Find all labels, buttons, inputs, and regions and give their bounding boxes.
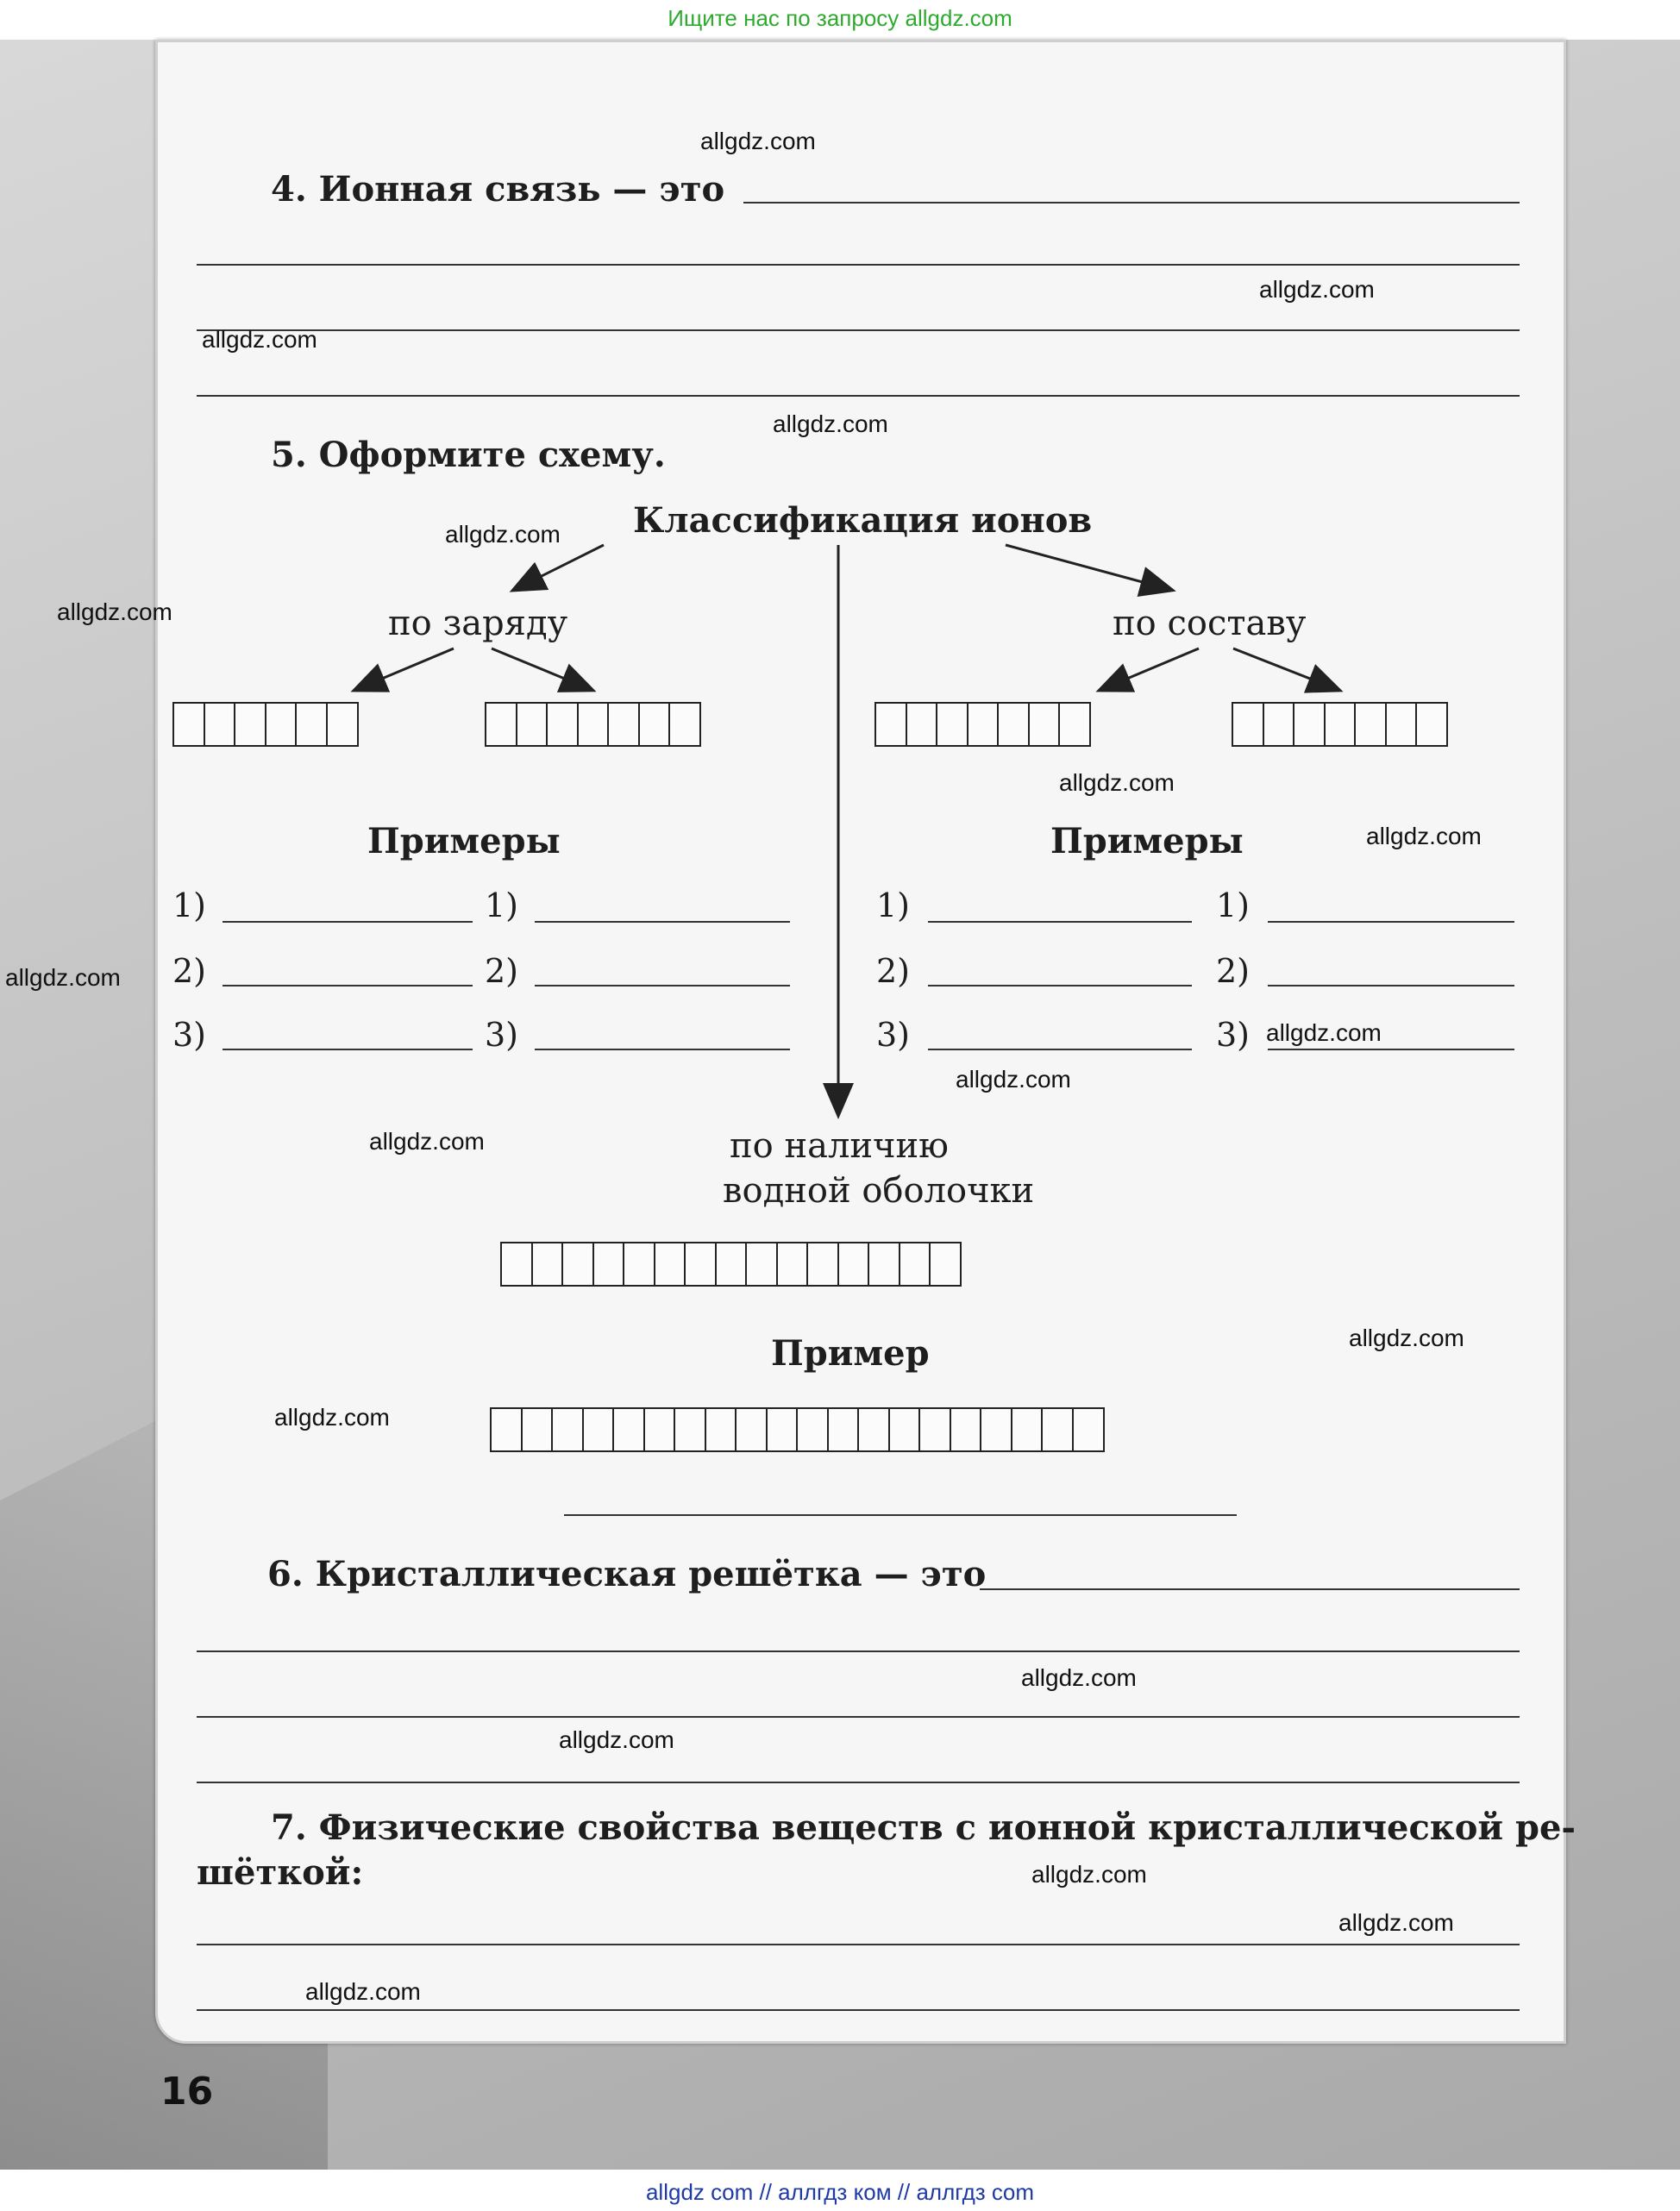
watermark: allgdz.com [1021, 1664, 1137, 1691]
answer-line [535, 921, 790, 923]
answer-line [535, 1049, 790, 1050]
answer-line [980, 1588, 1520, 1590]
item-number: 3) [485, 1016, 519, 1054]
item-number: 3) [876, 1016, 911, 1054]
answer-line [197, 1650, 1520, 1652]
answer-boxes[interactable] [172, 702, 356, 747]
watermark: allgdz.com [274, 1404, 390, 1431]
answer-line [197, 2009, 1520, 2011]
answer-line [928, 1049, 1192, 1050]
question-7-text: 7. Физические свойства веществ с ионной кристаллической ре- [271, 1807, 1576, 1848]
watermark: allgdz.com [305, 1978, 421, 2005]
answer-boxes[interactable] [500, 1242, 960, 1287]
question-7-text-cont: шёткой: [197, 1852, 364, 1893]
by-charge-label: по заряду [388, 604, 568, 643]
by-shell-label: по наличию [730, 1126, 949, 1166]
item-number: 3) [172, 1016, 207, 1054]
answer-line [223, 1049, 473, 1050]
answer-line [1268, 1049, 1514, 1050]
item-number: 1) [172, 886, 207, 924]
answer-boxes[interactable] [490, 1407, 1102, 1452]
answer-line [535, 985, 790, 986]
answer-line [197, 1782, 1520, 1783]
item-number: 2) [485, 952, 519, 990]
watermark: allgdz.com [445, 521, 561, 548]
watermark: allgdz.com [369, 1128, 485, 1155]
watermark: allgdz.com [202, 326, 317, 353]
item-number: 1) [1216, 886, 1251, 924]
watermark: allgdz.com [1259, 276, 1375, 303]
watermark: allgdz.com [1338, 1909, 1454, 1936]
watermark: allgdz.com [559, 1726, 674, 1753]
watermark: allgdz.com [956, 1066, 1071, 1093]
watermark: allgdz.com [1266, 1019, 1382, 1046]
answer-line [223, 921, 473, 923]
answer-line [928, 985, 1192, 986]
watermark: allgdz.com [1031, 1861, 1147, 1888]
answer-boxes[interactable] [485, 702, 699, 747]
question-6-text: 6. Кристаллическая решётка — это [267, 1554, 987, 1594]
scheme-title: Классификация ионов [633, 500, 1093, 541]
answer-boxes[interactable] [874, 702, 1089, 747]
answer-line [223, 985, 473, 986]
page-number: 16 [160, 2070, 214, 2114]
examples-label-right: Примеры [1050, 821, 1244, 861]
watermark: allgdz.com [1059, 769, 1175, 796]
question-4-text: 4. Ионная связь — это [271, 169, 725, 210]
item-number: 1) [876, 886, 911, 924]
by-composition-label: по составу [1113, 604, 1307, 643]
by-shell-label-2: водной оболочки [723, 1171, 1035, 1211]
bottom-banner: allgdz com // аллгдз ком // аллгдз com [645, 2179, 1035, 2205]
item-number: 2) [1216, 952, 1251, 990]
item-number: 2) [876, 952, 911, 990]
watermark: allgdz.com [773, 410, 888, 437]
answer-line [1268, 985, 1514, 986]
example-label: Пример [771, 1333, 930, 1374]
answer-boxes[interactable] [1232, 702, 1446, 747]
watermark: allgdz.com [700, 128, 816, 154]
answer-line [564, 1514, 1237, 1516]
answer-line [1268, 921, 1514, 923]
question-5-text: 5. Оформите схему. [271, 435, 666, 475]
item-number: 1) [485, 886, 519, 924]
top-banner: Ищите нас по запросу allgdz.com [668, 5, 1012, 31]
item-number: 2) [172, 952, 207, 990]
watermark: allgdz.com [57, 598, 172, 625]
watermark: allgdz.com [1366, 823, 1482, 849]
examples-label-left: Примеры [367, 821, 561, 861]
item-number: 3) [1216, 1016, 1251, 1054]
watermark: allgdz.com [5, 964, 121, 991]
answer-line [928, 921, 1192, 923]
answer-line [197, 1944, 1520, 1945]
watermark: allgdz.com [1349, 1325, 1464, 1351]
answer-line [197, 1716, 1520, 1718]
